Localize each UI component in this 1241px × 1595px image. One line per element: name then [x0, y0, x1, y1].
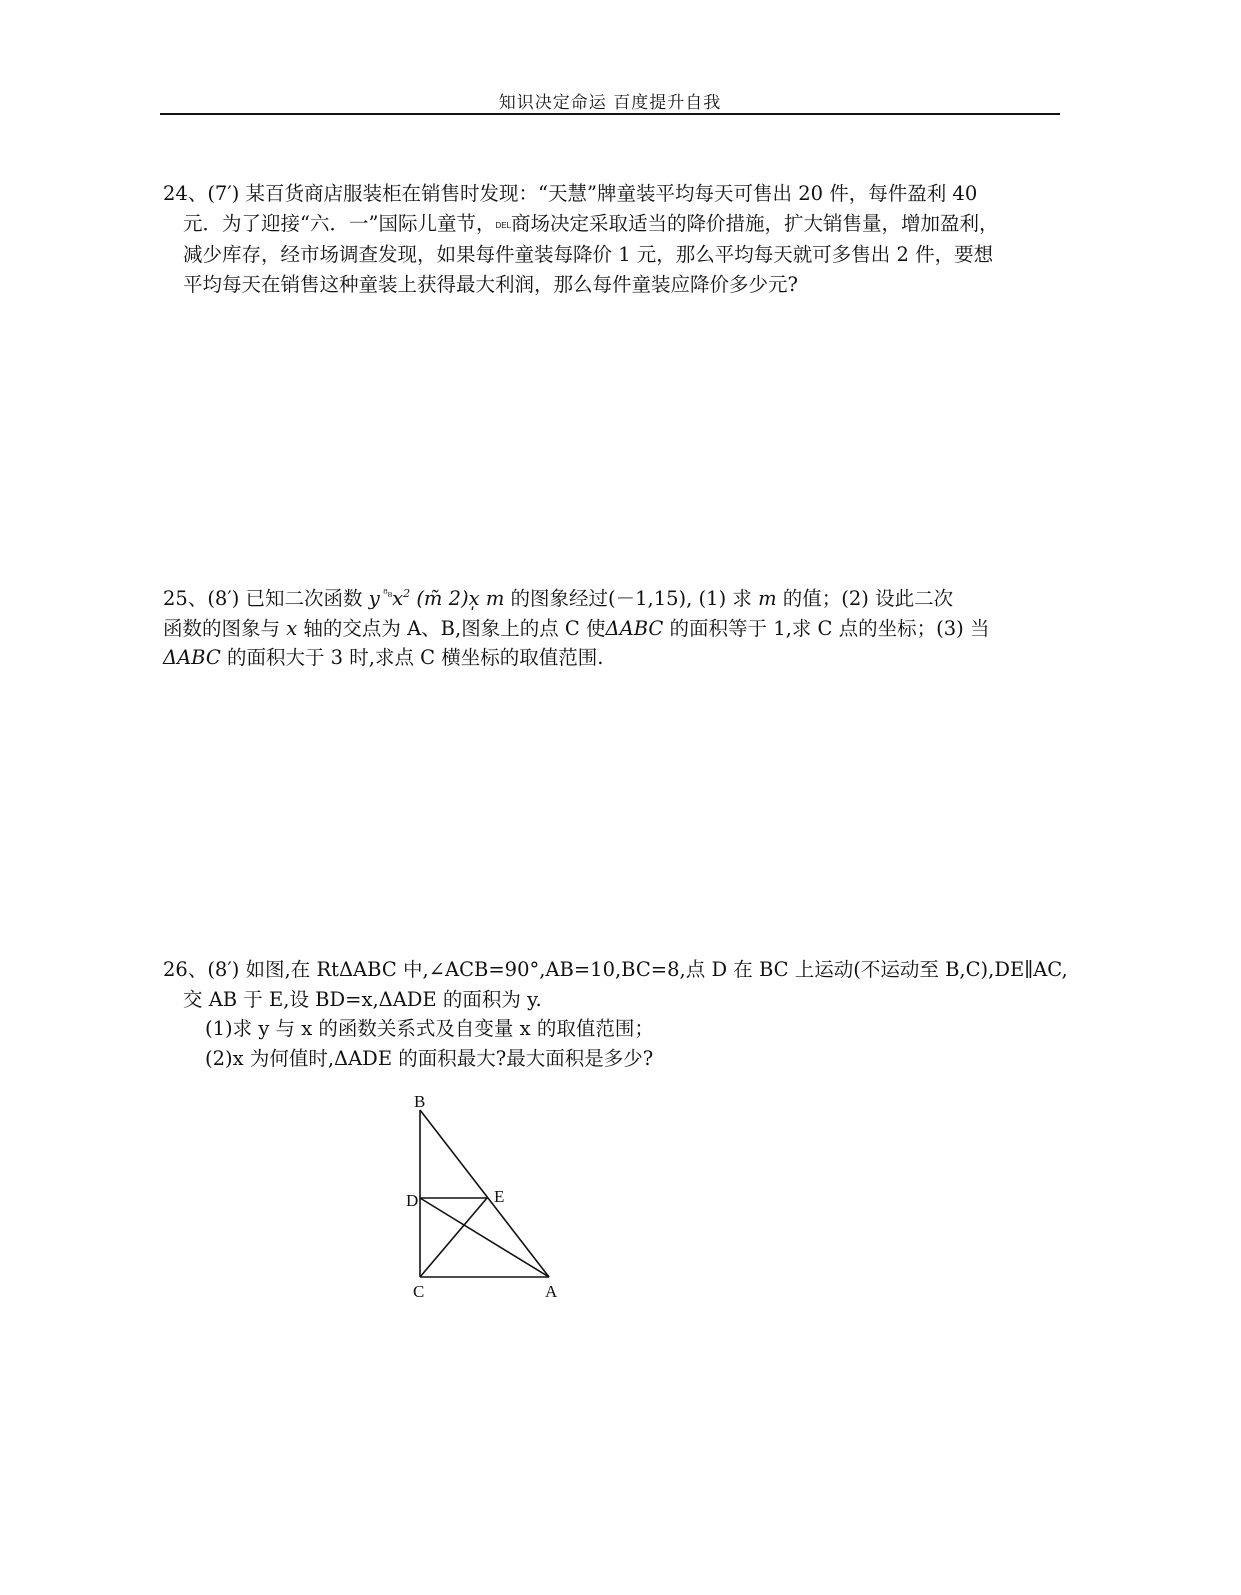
q26-line-3: (1)求 y 与 x 的函数关系式及自变量 x 的取值范围； [205, 1017, 654, 1040]
q25-triangle: ΔABC [605, 616, 664, 640]
q25-line-1 [163, 579, 1058, 614]
q24-line-4: 平均每天在销售这种童装上获得最大利润，那么每件童装应降价多少元? [183, 272, 798, 296]
label-A: A [545, 1282, 558, 1301]
label-C: C [413, 1282, 425, 1301]
label-E: E [494, 1187, 505, 1206]
q25-rest-2: 的值；(2) 设此二次 [776, 587, 954, 610]
triangle-figure [400, 1088, 570, 1303]
q25-var-y: y [368, 587, 380, 610]
q25-line-2b: 轴的交点为 A、B,图象上的点 C 使 [297, 616, 606, 640]
q25-line-3 [163, 643, 1058, 673]
page-header: 知识决定命运 百度提升自我 [498, 93, 722, 113]
question-24 [163, 179, 1058, 299]
q26-line-4: (2)x 为何值时,ΔADE 的面积最大?最大面积是多少? [205, 1046, 654, 1070]
q25-prefix: 25、(8′) 已知二次函数 [163, 587, 369, 610]
q24-line-2b: 商场决定采取适当的降价措施，扩大销售量，增加盈利， [511, 211, 999, 235]
q24-line-2a: 元．为了迎接“六．一”国际儿童节， [183, 211, 496, 235]
q26-line-2: 交 AB 于 E,设 BD=x,ΔADE 的面积为 y. [183, 987, 542, 1011]
question-26 [163, 955, 1068, 1073]
segment-BA [420, 1110, 549, 1277]
label-D: D [406, 1191, 419, 1210]
q25-var-m: m [758, 587, 777, 610]
q24-line-3: 减少库存，经市场调查发现，如果每件童装每降价 1 元，那么平均每天就可多售出 2 件，要想 [183, 243, 994, 266]
q25-var-x: x [392, 587, 404, 610]
q25-line-3-text: 的面积大于 3 时,求点 C 横坐标的取值范围. [220, 646, 604, 669]
segment-DA [420, 1198, 549, 1277]
q25-rest-1: 的图象经过(－1,15), (1) 求 [504, 587, 759, 610]
q24-line-1: 24、(7′) 某百货商店服装柜在销售时发现：“天慧”牌童装平均每天可售出 20 件，每件盈利 40 [163, 182, 978, 205]
q25-line-2a: 函数的图象与 [163, 616, 287, 640]
label-B: B [414, 1092, 426, 1111]
q24-del-mark: DEL [495, 220, 512, 230]
segment-CE [420, 1198, 487, 1277]
header-rule [160, 113, 1060, 115]
q25-line-2-x: x [286, 616, 298, 640]
q25-line-3-triangle: ΔABC [163, 646, 221, 669]
q24-line-2 [163, 209, 1058, 241]
q25-exponent: 2 [403, 587, 411, 600]
question-25 [163, 579, 1058, 673]
q26-line-1: 26、(8′) 如图,在 RtΔABC 中,∠ACB=90°,AB=10,BC=8,点 D 在 BC 上运动(不运动至 B,C),DE∥AC, [163, 958, 1068, 981]
q25-line-2 [163, 614, 1058, 644]
q25-garbled-symbol: ⁸₈ [379, 587, 393, 600]
q25-line-2c: 的面积等于 1,求 C 点的坐标；(3) 当 [663, 616, 990, 640]
q25-formula-mid: (m̃ 2)x̩ m [410, 587, 505, 610]
